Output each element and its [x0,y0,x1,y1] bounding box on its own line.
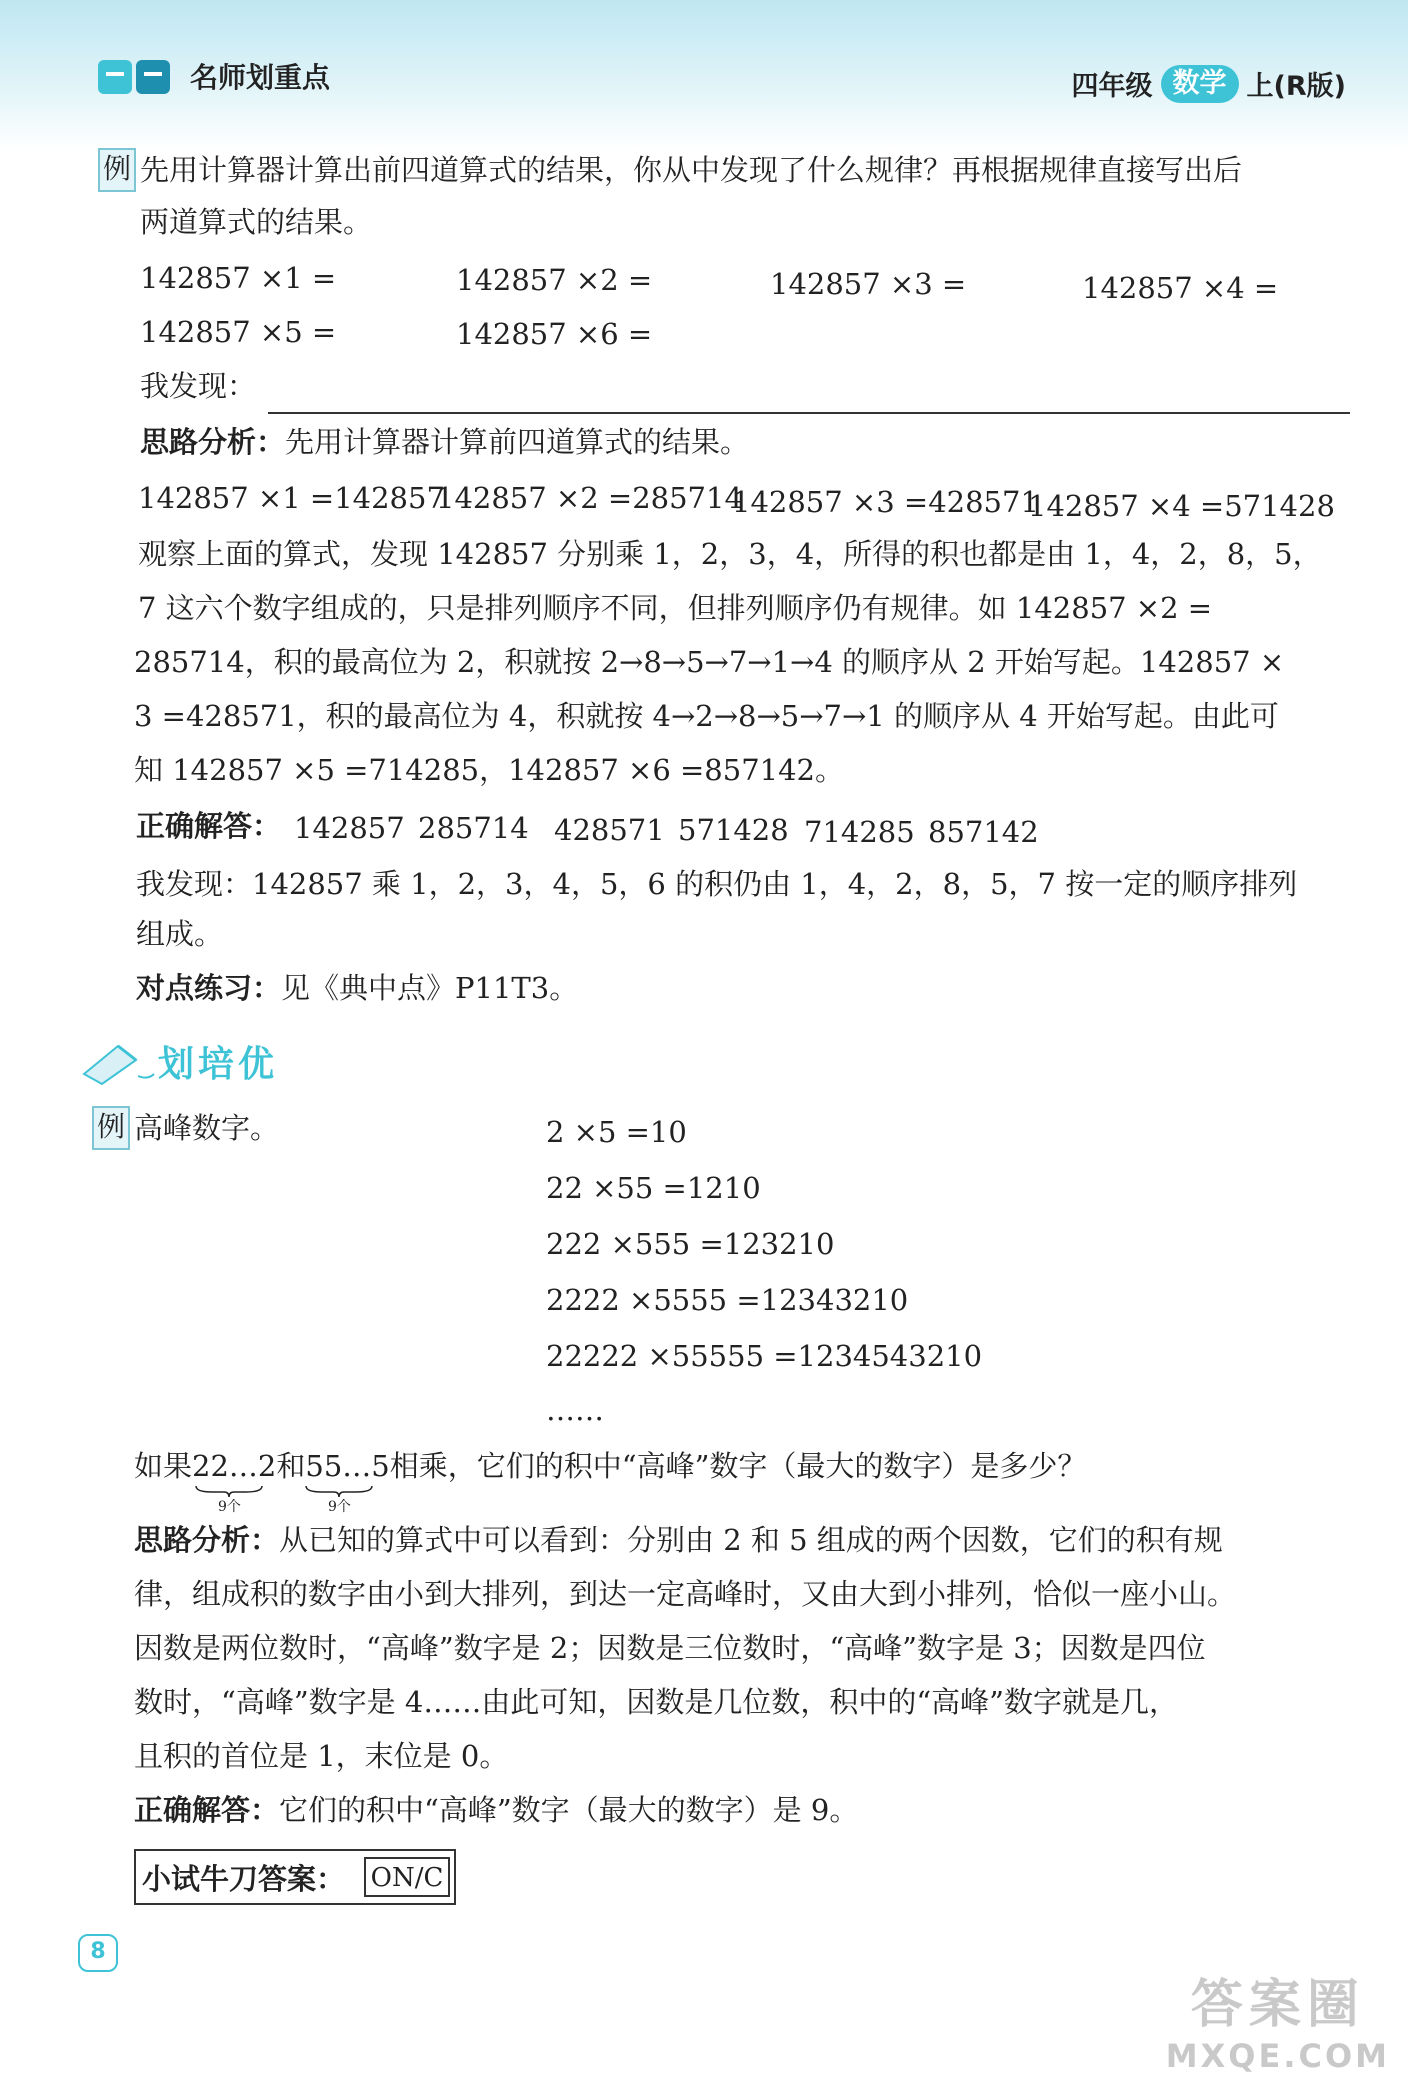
page-number: 8 [78,1934,118,1972]
equation-3: 142857 ×3 = [770,267,967,301]
question-line-2: 两道算式的结果。 [140,205,373,239]
watermark [1166,1962,1390,2075]
question-line-1: 先用计算器计算出前四道算式的结果，你从中发现了什么规律？再根据规律直接写出后 [140,153,1243,187]
subject-badge: 数学 [1161,65,1239,103]
question-and: 和 [276,1449,306,1483]
analysis-2-para-5: 且积的首位是 1，末位是 0。 [134,1739,509,1773]
analysis-2-para-4: 数时，“高峰”数字是 4……由此可知，因数是几位数，积中的“高峰”数字就是几， [134,1685,1178,1719]
peak-question [134,1446,1086,1486]
practice-answer-box [134,1849,456,1905]
practice-label: 对点练习： [136,971,282,1005]
watermark-line-1: 答案圈 [1190,1975,1365,2035]
analysis-intro: 先用计算器计算前四道算式的结果。 [285,425,750,459]
grade-label: 四年级 [1071,71,1153,102]
result-1: 142857 ×1 =142857 [138,481,445,515]
analysis-label: 思路分析： [140,425,286,459]
brace-label-2: 9个 [328,1499,351,1515]
edition-label: 上(R版) [1246,71,1346,102]
answer-2-line [134,1790,858,1830]
pencil-icon [78,1036,156,1086]
question-suffix: 相乘，它们的积中“高峰”数字（最大的数字）是多少？ [389,1449,1087,1483]
analysis-para-1: 观察上面的算式，发现 142857 分别乘 1，2，3，4，所得的积也都是由 1，4，2，8，5， [138,537,1322,571]
section-header [78,1030,318,1090]
answer-1: 142857 [294,811,405,845]
practice-text: 见《典中点》P11T3。 [281,971,579,1005]
finding-line-2: 组成。 [136,917,224,951]
example-badge: 例 [98,148,136,192]
found-label: 我发现： [140,369,257,403]
analysis-line [140,422,749,462]
brace-label-1: 9个 [218,1499,241,1515]
factor-5s: 55…5 [305,1449,390,1483]
analysis-para-5: 知 142857 ×5 =714285，142857 ×6 =857142。 [134,753,845,787]
example-2-title: 高峰数字。 [134,1111,280,1145]
result-4: 142857 ×4 =571428 [1028,489,1335,523]
peak-equation-3: 222 ×555 =123210 [546,1227,835,1261]
analysis-para-3: 285714，积的最高位为 2，积就按 2→8→5→7→1→4 的顺序从 2 开始写起。142857 × [134,645,1285,679]
finding-line-1: 我发现：142857 乘 1，2，3，4，5，6 的积仍由 1，4，2，8，5，7 按一定的顺序排列 [136,867,1298,901]
brand-logo-icon [96,52,176,104]
answer-3: 428571 [554,813,665,847]
result-3: 142857 ×3 =428571 [732,485,1039,519]
question-prefix: 如果 [134,1449,193,1483]
calculator-key: ON/C [364,1857,450,1897]
peak-equation-2: 22 ×55 =1210 [546,1171,761,1205]
answer-2: 285714 [418,811,529,845]
practice-answer-label: 小试牛刀答案： [142,1862,346,1896]
analysis-2-para-3: 因数是两位数时，“高峰”数字是 2；因数是三位数时，“高峰”数字是 3；因数是四位 [134,1631,1206,1665]
equation-1: 142857 ×1 = [140,261,337,295]
analysis-para-2: 7 这六个数字组成的，只是排列顺序不同，但排列顺序仍有规律。如 142857 ×2 = [138,591,1213,625]
analysis-2-line-1 [134,1520,1223,1560]
equation-4: 142857 ×4 = [1082,271,1279,305]
peak-equation-5: 22222 ×55555 =1234543210 [546,1339,983,1373]
analysis-para-4: 3 =428571，积的最高位为 4，积就按 4→2→8→5→7→1 的顺序从 4 开始写起。由此可 [134,699,1279,733]
practice-line [136,968,578,1008]
brand-name: 名师划重点 [190,61,331,94]
watermark-line-2: MXQE.COM [1165,2037,1390,2075]
result-2: 142857 ×2 =285714 [436,481,743,515]
answer-2-label: 正确解答： [134,1793,280,1827]
equation-6: 142857 ×6 = [456,317,653,351]
peak-equation-4: 2222 ×5555 =12343210 [546,1283,909,1317]
answer-2-text: 它们的积中“高峰”数字（最大的数字）是 9。 [279,1793,859,1827]
analysis-2-para-2: 律，组成积的数字由小到大排列，到达一定高峰时，又由大到小排列，恰似一座小山。 [134,1577,1237,1611]
section-title: 划培优 [158,1044,279,1085]
equation-5: 142857 ×5 = [140,315,337,349]
peak-equation-1: 2 ×5 =10 [546,1115,687,1149]
analysis-2-label: 思路分析： [134,1523,280,1557]
answer-label: 正确解答： [136,809,282,843]
answer-line [136,806,281,846]
factor-2s: 22…2 [192,1449,277,1483]
answer-4: 571428 [678,813,789,847]
equation-2: 142857 ×2 = [456,263,653,297]
answer-5: 714285 [804,815,915,849]
grade-subject [1072,64,1346,103]
example-badge-2: 例 [92,1106,130,1150]
peak-equation-ellipsis: …… [546,1393,604,1427]
analysis-2-para-1: 从已知的算式中可以看到：分别由 2 和 5 组成的两个因数，它们的积有规 [279,1523,1223,1557]
answer-blank-line [268,412,1350,414]
page-header [0,0,1408,150]
answer-6: 857142 [928,815,1039,849]
